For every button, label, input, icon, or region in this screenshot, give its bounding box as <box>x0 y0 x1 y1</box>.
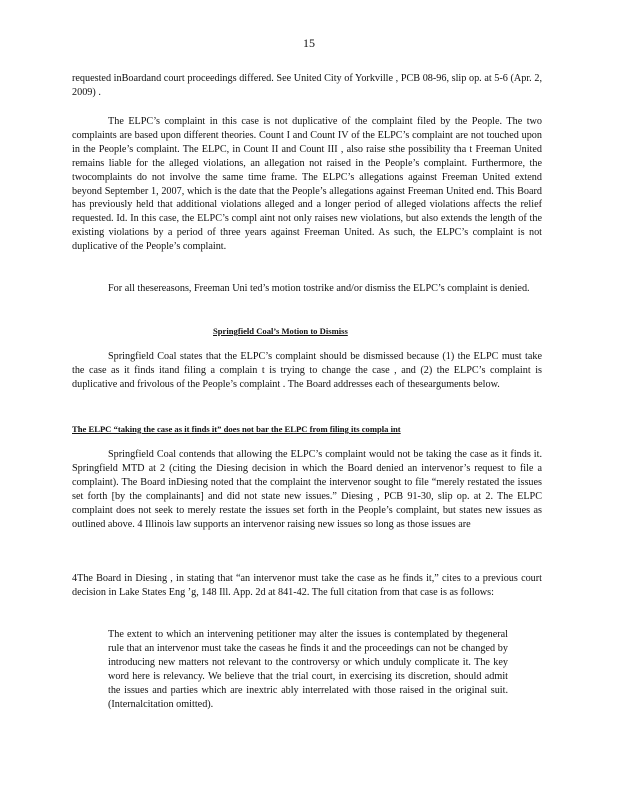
paragraph-motion-denied: For all thesereasons, Freeman Uni ted’s motion tostrike and/or dismiss the ELPC’s complaint is denied. <box>108 283 530 294</box>
page-number: 15 <box>303 36 315 50</box>
footnote-4: 4The Board in Diesing , in stating that “an intervenor must take the case as he finds it,” cites to a previous court decision in Lake States Eng ’g, 148 Ill. App. 2d at 841-42. The full citation from that case is as follows: <box>72 573 542 598</box>
section-heading-springfield-coal: Springfield Coal’s Motion to Dismiss <box>213 326 348 336</box>
paragraph-springfield-states: Springfield Coal states that the ELPC’s complaint should be dismissed because (1) the ELPC must take the case as it finds itand filing a complain t is trying to change the case , and (2) the ELPC’s complaint is duplicative and frivolous of the People’s complaint . The Board addresses each of thesearguments below. <box>72 351 542 390</box>
paragraph-springfield-contends: Springfield Coal contends that allowing the ELPC’s complaint would not be taking the case as it finds it. Springfield MTD at 2 (citing the Diesing decision in which the Board denied an intervenor’s request to file a complaint). The Board inDiesing noted that the complaint the intervenor sought to file “merely restated the issues set forth [by the complainants] and did not state new issues.” Diesing , PCB 91-30, slip op. at 2. The ELPC complaint does not seek to merely restate the issues set forth in the People’s complaint, but states new issues as outlined above. 4 Illinois law supports an intervenor raising new issues so long as those issues are <box>72 449 542 530</box>
paragraph-not-duplicative: The ELPC’s complaint in this case is not duplicative of the complaint filed by the People. The two complaints are based upon different theories. Count I and Count IV of the ELPC’s complaint are not touched upon in the People’s complaint. The ELPC, in Count II and Count III , also raise sthe possibility tha t Freeman United remains liable for the alleged violations, an allegation not raised in the People’s complaint. Furthermore, the twocomplaints do not involve the same time frame. The ELPC’s allegations against Freeman United extend beyond September 1, 2007, which is the date that the People’s allegations against Freeman United end. This Board has previously held that additional violations alleged and a longer period of alleged violations affects the relief requested. Id. In this case, the ELPC’s compl aint not only raises new violations, but also extends the length of the existing violations by a period of three years against Freeman United. As such, the ELPC’s complaint is not duplicative of the People’s complaint. <box>72 116 542 253</box>
paragraph-citation-continuation: requested inBoardand court proceedings differed. See United City of Yorkville , PCB 08-96, slip op. at 5-6 (Apr. 2, 2009) . <box>72 73 542 98</box>
subheading-taking-case: The ELPC “taking the case as it finds it” does not bar the ELPC from filing its compla int <box>72 424 401 434</box>
block-quotation: The extent to which an intervening petitioner may alter the issues is contemplated by thegeneral rule that an intervenor must take the caseas he finds it and the proceedings can not be changed by introducing new matters not relevant to the controversy or which unduly complicate it. The key word here is relevancy. We believe that the trial court, in exercising its discretion, should admit the issues and parties which are inextric ably interrelated with those raised in the original suit. (Internalcitation omitted). <box>108 629 508 710</box>
